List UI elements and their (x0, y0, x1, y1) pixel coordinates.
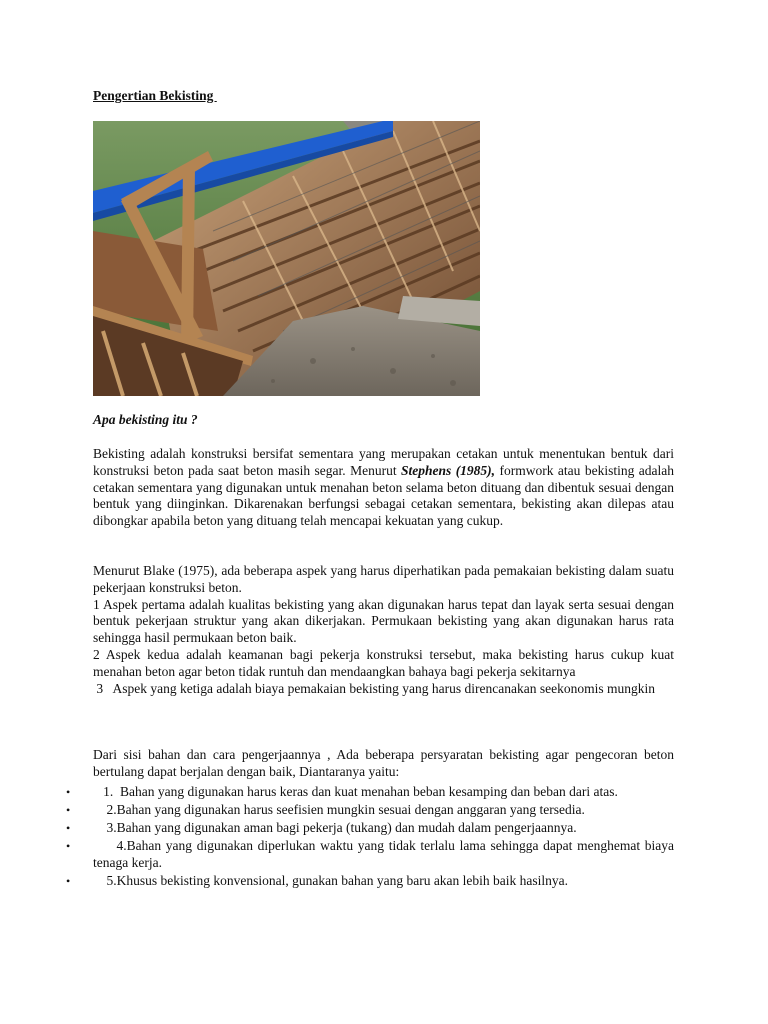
aspects-intro: Menurut Blake (1975), ada beberapa aspek yang harus diperhatikan pada pemakaian bekisting dalam suatu pekerjaan konstruksi beton. (93, 563, 674, 595)
list-item (66, 802, 674, 819)
cited-author: Stephens (1985), (401, 462, 496, 478)
requirements-list (66, 784, 678, 891)
list-item-text: 5.Khusus bekisting konvensional, gunakan bahan yang baru akan lebih baik hasilnya. (93, 872, 569, 888)
requirements-intro: Dari sisi bahan dan cara pengerjaannya , Ada beberapa persyaratan bekisting agar pengecoran beton bertulang dapat berjalan dengan baik, Diantaranya yaitu: (93, 747, 674, 779)
bullet-icon: • (66, 873, 71, 888)
list-item (66, 837, 678, 872)
aspect-item: 2 Aspek kedua adalah keamanan bagi pekerja konstruksi tersebut, maka bekisting harus cukup kuat menahan beton agar beton tidak runtuh dan mendaangkan bahaya bagi pekerja sekitarnya (93, 646, 674, 679)
bullet-icon: • (66, 838, 71, 853)
bullet-icon: • (66, 802, 71, 817)
list-item (66, 784, 674, 801)
formwork-photo (93, 121, 480, 396)
list-item-text: 4.Bahan yang digunakan diperlukan waktu yang tidak terlalu lama sehingga dapat menghemat biaya tenaga kerja. (93, 837, 678, 870)
list-item (66, 873, 674, 890)
paragraph-definition-part1: Bekisting adalah konstruksi bersifat sementara yang merupakan cetakan untuk menentukan bentuk dari konstruksi beton pada saat beton masih segar. Menurut (93, 446, 674, 478)
list-item-text: 2.Bahan yang digunakan harus seefisien mungkin sesuai dengan anggaran yang tersedia. (93, 801, 585, 817)
paragraph-definition-part2: formwork atau bekisting adalah cetakan sementara yang digunakan untuk menahan beton selama beton dituang dan dibentuk sesuai dengan bentuk yang diinginkan. Dikarenakan berfungsi sebagai cetakan sementara, bekisting akan dilepas atau dibongkar apabila beton yang dituang telah mencapai kekuatan yang cukup. (93, 462, 674, 529)
bullet-icon: • (66, 785, 71, 799)
bullet-icon: • (66, 820, 71, 835)
list-item-text: 1. Bahan yang digunakan harus keras dan kuat menahan beban kesamping dan beban dari atas. (93, 784, 618, 799)
list-item-text: 3.Bahan yang digunakan aman bagi pekerja (tukang) dan mudah dalam pengerjaannya. (93, 819, 577, 835)
page-title: Pengertian Bekisting (93, 88, 217, 103)
list-item (66, 820, 674, 837)
formwork-photo-illustration (93, 121, 480, 396)
paragraph-definition (93, 446, 674, 530)
section-question: Apa bekisting itu ? (93, 412, 198, 427)
paragraph-requirements (93, 747, 674, 781)
aspect-item: 3 Aspek yang ketiga adalah biaya pemakaian bekisting yang harus direncanakan seekonomis mungkin (93, 680, 655, 696)
paragraph-aspects (93, 563, 674, 697)
aspect-item: 1 Aspek pertama adalah kualitas bekisting yang akan digunakan harus tepat dan layak serta sesuai dengan bentuk pekerjaan struktur yang akan dikerjakan. Permukaan bekisting yang akan digunakan harus rata sehingga hasil permukaan beton baik. (93, 596, 674, 646)
